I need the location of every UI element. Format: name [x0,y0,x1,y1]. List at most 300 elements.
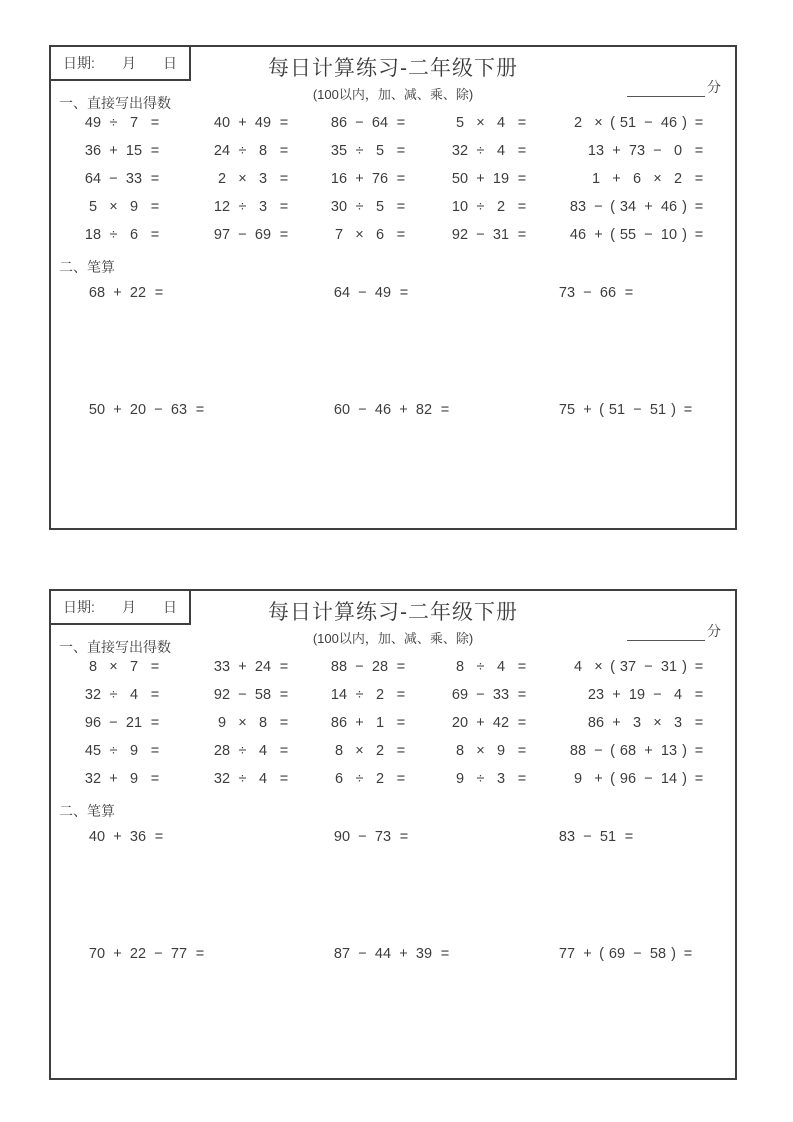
problem-cell [531,396,709,424]
problem-token: 68 [88,285,106,301]
problem-token: + [594,771,603,787]
problem-token: 8 [88,659,98,675]
worksheet-subtitle: (100以内，加、减、乘、除) [312,87,474,102]
problem-token: ÷ [355,771,364,787]
problem-token: + [583,402,592,418]
math-problem [82,227,165,243]
problem-cell [532,109,709,137]
problem-token: = [150,771,160,787]
problem-token: 2 [375,743,385,759]
math-problem [331,946,455,962]
problem-token: 16 [330,171,348,187]
problem-token: 60 [333,402,351,418]
problem-token: ) [682,771,687,787]
problem-cell [61,653,165,681]
month-label: 月 [121,55,136,71]
written-problems-row [61,396,709,424]
math-problem [211,227,294,243]
math-problem [556,829,639,845]
problem-token: ( [610,199,615,215]
written-problems-row [61,940,709,968]
problem-token: ÷ [109,227,118,243]
problem-token: + [399,402,408,418]
problem-token: 9 [129,199,139,215]
problem-token: 68 [619,743,637,759]
problem-token: × [594,115,603,131]
math-problem [585,143,709,159]
problem-token: = [396,659,406,675]
problem-cell [165,221,294,249]
problem-token: 4 [129,687,139,703]
problem-token: = [396,227,406,243]
problem-token: 92 [213,687,231,703]
problem-token: = [694,659,704,675]
problem-token: ( [610,659,615,675]
problem-token: − [644,771,653,787]
problem-token: 23 [587,687,605,703]
problem-token: = [683,402,693,418]
math-problem [449,199,532,215]
problem-token: 40 [88,829,106,845]
problem-token: = [150,227,160,243]
problem-token: 2 [217,171,227,187]
problem-token: = [150,199,160,215]
math-problem [449,771,532,787]
problem-token: 88 [569,743,587,759]
problem-token: 73 [374,829,392,845]
problem-token: ÷ [238,143,247,159]
problem-token: − [358,946,367,962]
problem-token: 5 [88,199,98,215]
problem-token: − [109,171,118,187]
problem-token: 13 [660,743,678,759]
problem-token: × [653,171,662,187]
problem-token: − [109,715,118,731]
problem-token: = [517,687,527,703]
math-problem [328,115,411,131]
problem-token: 7 [129,115,139,131]
problem-cell [61,221,165,249]
problem-cell [411,709,532,737]
problem-cell [411,165,532,193]
problem-cell [531,279,709,307]
problem-cell [411,737,532,765]
problem-token: 8 [258,143,268,159]
problem-token: 18 [84,227,102,243]
problem-token: 97 [213,227,231,243]
problem-token: + [113,285,122,301]
math-problem [211,743,294,759]
problem-token: 3 [496,771,506,787]
problem-token: − [238,687,247,703]
problem-token: 35 [330,143,348,159]
problem-token: − [355,659,364,675]
problem-token: 4 [573,659,583,675]
problem-token: 5 [375,143,385,159]
problem-cell [532,681,709,709]
problem-token: = [694,771,704,787]
problem-cell [411,681,532,709]
problem-token: × [476,115,485,131]
problem-token: − [358,402,367,418]
problem-token: + [355,715,364,731]
problem-token: 73 [628,143,646,159]
problem-cell [532,765,709,793]
problem-token: 12 [213,199,231,215]
problem-token: 8 [455,743,465,759]
problem-token: 10 [660,227,678,243]
math-problem [211,199,294,215]
problem-token: 42 [492,715,510,731]
problem-token: 90 [333,829,351,845]
problem-token: = [396,687,406,703]
problem-token: + [238,659,247,675]
problem-token: 1 [591,171,601,187]
math-problem [449,227,532,243]
problem-cell [411,109,532,137]
problem-token: = [279,687,289,703]
problem-cell [306,940,531,968]
problem-token: 50 [451,171,469,187]
problem-token: 88 [330,659,348,675]
problem-cell [294,737,411,765]
problem-token: 6 [375,227,385,243]
math-problem [449,143,532,159]
problem-cell [306,823,531,851]
problem-token: 87 [333,946,351,962]
problem-token: 70 [88,946,106,962]
problem-cell [532,165,709,193]
score-area [627,77,721,97]
problem-token: = [694,743,704,759]
problem-token: 19 [628,687,646,703]
problem-token: 64 [371,115,389,131]
math-problem [556,946,698,962]
math-problem [82,143,165,159]
worksheet-sheet-1 [49,45,737,530]
problem-token: 9 [496,743,506,759]
problem-token: = [150,115,160,131]
math-problem [449,687,532,703]
problem-token: 8 [334,743,344,759]
month-label: 月 [121,599,136,615]
day-label: 日 [162,599,177,615]
problem-token: = [440,946,450,962]
problem-cell [165,109,294,137]
problem-token: − [358,285,367,301]
problem-cell [532,653,709,681]
problem-token: 77 [170,946,188,962]
problem-token: 86 [330,115,348,131]
math-problem [86,285,169,301]
problem-token: 2 [375,687,385,703]
problem-token: = [694,171,704,187]
problem-token: 36 [84,143,102,159]
problem-token: − [644,115,653,131]
problem-token: − [154,402,163,418]
score-area [627,621,721,641]
problem-cell [532,137,709,165]
math-problem [211,715,294,731]
problem-token: = [399,829,409,845]
problem-token: + [644,199,653,215]
problem-token: 3 [258,171,268,187]
problem-token: 66 [599,285,617,301]
problem-token: 9 [455,771,465,787]
problem-cell [61,709,165,737]
problem-token: 49 [84,115,102,131]
problem-cell [165,165,294,193]
score-unit-label: 分 [707,623,721,639]
problem-token: 31 [492,227,510,243]
problem-token: = [517,199,527,215]
problem-token: ÷ [109,115,118,131]
problem-token: = [694,227,704,243]
problem-cell [61,681,165,709]
worksheet-title: 每日计算练习-二年级下册 [268,57,518,80]
problem-cell [411,653,532,681]
problem-token: 20 [129,402,147,418]
problem-token: 58 [254,687,272,703]
problem-token: 13 [587,143,605,159]
problem-token: 96 [619,771,637,787]
worksheet-title: 每日计算练习-二年级下册 [268,601,518,624]
problem-token: 49 [254,115,272,131]
problem-cell [294,193,411,221]
problem-token: ÷ [355,687,364,703]
problem-token: = [694,115,704,131]
problem-cell [165,765,294,793]
section-oral-label: 一、直接写出得数 [59,95,171,111]
date-label: 日期: [63,55,95,71]
problem-token: = [150,743,160,759]
problem-token: = [150,687,160,703]
problem-token: = [396,715,406,731]
problem-token: + [399,946,408,962]
problem-token: 96 [84,715,102,731]
math-problem [82,199,165,215]
problem-token: ÷ [238,771,247,787]
worksheet-subtitle: (100以内，加、减、乘、除) [312,631,474,646]
problem-token: 3 [258,199,268,215]
problem-token: ) [682,743,687,759]
problem-token: − [594,199,603,215]
problem-token: = [396,171,406,187]
problem-cell [306,396,531,424]
problem-token: 22 [129,285,147,301]
written-problems-row [61,823,709,851]
math-problem [328,743,411,759]
math-problem [556,402,698,418]
problem-token: 9 [217,715,227,731]
problem-cell [294,221,411,249]
section-written-label: 二、笔算 [59,803,115,819]
problem-token: × [653,715,662,731]
problem-token: = [517,171,527,187]
problem-token: ) [682,659,687,675]
problem-token: × [109,199,118,215]
problem-cell [61,279,306,307]
problem-token: + [612,143,621,159]
math-problem [567,115,709,131]
problem-token: = [150,143,160,159]
problem-token: 14 [330,687,348,703]
problem-token: + [109,143,118,159]
problem-token: = [517,743,527,759]
problem-cell [61,137,165,165]
problem-token: + [612,715,621,731]
problem-cell [532,221,709,249]
problem-token: − [594,743,603,759]
problem-token: 15 [125,143,143,159]
problem-token: 46 [569,227,587,243]
problem-token: + [583,946,592,962]
problem-token: 19 [492,171,510,187]
problem-cell [294,681,411,709]
problem-token: = [279,227,289,243]
problem-token: 4 [258,771,268,787]
problem-token: + [476,715,485,731]
math-problem [328,771,411,787]
problem-token: + [113,402,122,418]
problem-cell [165,653,294,681]
math-problem [86,829,169,845]
problem-cell [61,109,165,137]
problem-cell [61,940,306,968]
problem-token: = [396,771,406,787]
problem-token: = [396,199,406,215]
problem-token: 69 [608,946,626,962]
problem-cell [294,137,411,165]
problem-token: + [113,829,122,845]
section-oral-label: 一、直接写出得数 [59,639,171,655]
problem-token: 0 [673,143,683,159]
problem-token: 20 [451,715,469,731]
problem-token: ( [599,402,604,418]
problem-token: × [109,659,118,675]
score-blank-line [627,80,705,97]
problem-token: = [517,227,527,243]
problem-token: 32 [84,771,102,787]
problem-token: 5 [455,115,465,131]
problem-token: 51 [619,115,637,131]
problem-token: × [476,743,485,759]
problem-token: − [653,143,662,159]
math-problem [211,659,294,675]
problem-token: 22 [129,946,147,962]
problem-token: × [238,171,247,187]
problem-token: − [583,829,592,845]
problem-token: − [644,227,653,243]
problem-token: 46 [660,199,678,215]
problem-token: ÷ [109,743,118,759]
math-problem [449,715,532,731]
problem-token: 2 [375,771,385,787]
problem-token: = [195,402,205,418]
problem-token: 24 [254,659,272,675]
math-problem [328,687,411,703]
problem-token: − [358,829,367,845]
problem-token: 4 [258,743,268,759]
problem-cell [531,823,709,851]
problem-cell [165,137,294,165]
problem-token: 33 [125,171,143,187]
problem-cell [411,221,532,249]
problem-token: 6 [129,227,139,243]
problem-token: 21 [125,715,143,731]
problem-token: ( [610,743,615,759]
problem-token: = [279,743,289,759]
problem-token: 6 [632,171,642,187]
problem-token: ( [610,227,615,243]
problem-token: + [109,771,118,787]
problem-token: 37 [619,659,637,675]
problem-token: 7 [334,227,344,243]
problem-token: 2 [673,171,683,187]
score-unit-label: 分 [707,79,721,95]
problem-token: 73 [558,285,576,301]
problem-token: 4 [496,143,506,159]
problem-token: = [279,115,289,131]
problem-token: 7 [129,659,139,675]
math-problem [331,285,414,301]
math-problem [328,715,411,731]
math-problem [567,771,709,787]
math-problem [449,743,532,759]
problem-cell [294,109,411,137]
problem-token: × [355,743,364,759]
problem-token: = [399,285,409,301]
problem-token: + [238,115,247,131]
problem-token: 44 [374,946,392,962]
problem-token: 8 [455,659,465,675]
math-problem [567,227,709,243]
problem-token: + [594,227,603,243]
problem-token: − [633,402,642,418]
math-problem [86,402,210,418]
problem-token: − [355,115,364,131]
problem-token: ÷ [476,659,485,675]
problem-token: ÷ [238,743,247,759]
problem-token: 45 [84,743,102,759]
math-problem [567,199,709,215]
math-problem [328,227,411,243]
problem-token: 69 [254,227,272,243]
problem-token: 4 [496,659,506,675]
problem-token: = [396,743,406,759]
section-written-label: 二、笔算 [59,259,115,275]
problem-token: = [279,771,289,787]
problem-token: ( [610,115,615,131]
problem-token: × [355,227,364,243]
problem-cell [531,940,709,968]
problem-cell [165,193,294,221]
math-problem [449,659,532,675]
problem-token: 46 [660,115,678,131]
problem-cell [411,137,532,165]
problem-token: = [624,285,634,301]
problem-token: + [612,171,621,187]
problem-token: = [517,115,527,131]
math-problem [82,171,165,187]
problem-token: = [396,115,406,131]
problem-token: 6 [334,771,344,787]
problem-token: ) [671,946,676,962]
problem-token: 1 [375,715,385,731]
problem-token: 30 [330,199,348,215]
problem-token: = [279,171,289,187]
problem-token: 9 [129,771,139,787]
